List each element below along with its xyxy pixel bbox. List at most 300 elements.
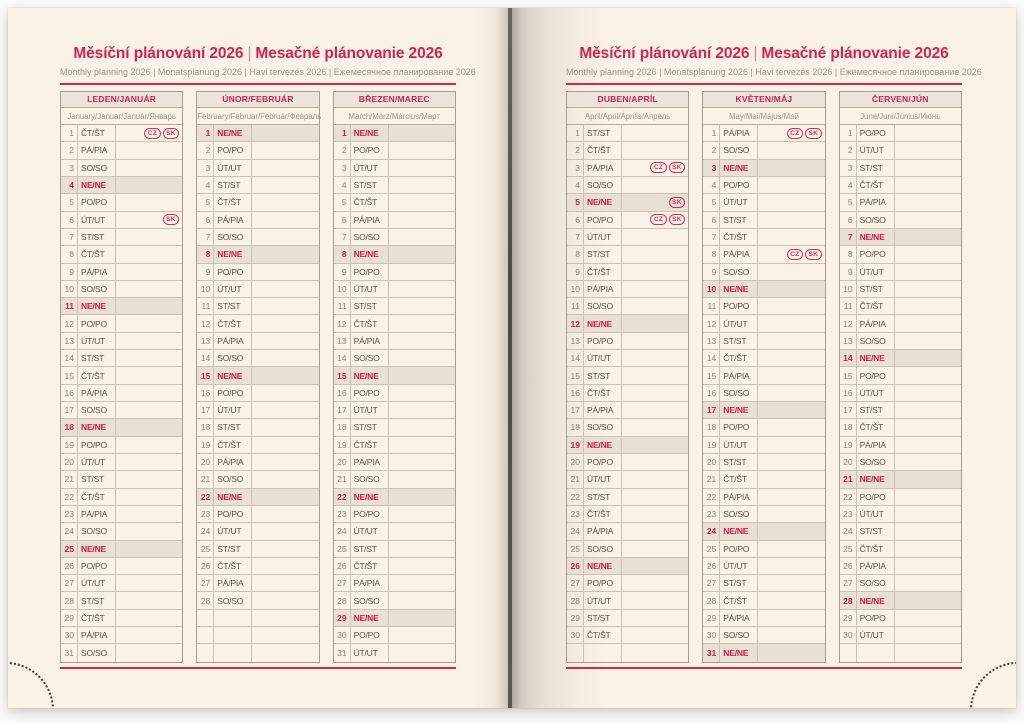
notes-cell — [389, 315, 455, 331]
day-row — [334, 506, 455, 523]
day-row — [197, 281, 318, 298]
notes-cell — [895, 419, 961, 435]
perforation-corner-arc — [970, 662, 1016, 708]
notes-cell — [116, 541, 182, 557]
day-abbrev: PO/PO — [214, 506, 252, 522]
day-number: 26 — [334, 558, 351, 574]
day-abbrev: ČT/ŠT — [720, 350, 758, 366]
day-number: 22 — [61, 489, 78, 505]
day-row — [567, 212, 688, 229]
notes-cell — [622, 437, 688, 453]
day-abbrev: ÚT/UT — [351, 523, 389, 539]
day-number: 11 — [197, 298, 214, 314]
day-abbrev: ČT/ŠT — [78, 125, 116, 141]
notes-cell — [758, 419, 824, 435]
day-abbrev: ČT/ŠT — [857, 177, 895, 193]
notes-cell — [758, 523, 824, 539]
day-number: 6 — [567, 212, 584, 228]
notes-cell — [116, 194, 182, 210]
notes-cell — [758, 610, 824, 626]
page-title — [566, 45, 962, 63]
day-abbrev: PÁ/PIA — [78, 506, 116, 522]
day-row — [334, 315, 455, 332]
day-number: 17 — [703, 402, 720, 418]
day-number: 28 — [334, 592, 351, 608]
day-row — [334, 212, 455, 229]
month-name: KVĚTEN/MÁJ — [703, 92, 824, 108]
notes-cell — [895, 454, 961, 470]
day-row — [334, 367, 455, 384]
notes-cell — [895, 281, 961, 297]
accent-rule-top — [566, 83, 962, 85]
day-number: 18 — [334, 419, 351, 435]
day-row — [703, 281, 824, 298]
empty-number-cell — [197, 644, 214, 661]
day-row — [840, 385, 961, 402]
day-abbrev: ST/ST — [351, 419, 389, 435]
day-number: 2 — [703, 142, 720, 158]
day-number: 25 — [197, 541, 214, 557]
notes-cell — [895, 212, 961, 228]
day-row — [334, 194, 455, 211]
day-row — [567, 523, 688, 540]
notes-cell — [116, 315, 182, 331]
day-abbrev: ČT/ŠT — [720, 229, 758, 245]
day-number: 29 — [567, 610, 584, 626]
day-row — [334, 437, 455, 454]
day-abbrev: ST/ST — [720, 333, 758, 349]
day-abbrev: ÚT/UT — [857, 627, 895, 643]
empty-day-cell — [584, 644, 622, 661]
day-abbrev: PO/PO — [584, 212, 622, 228]
notes-cell — [758, 402, 824, 418]
day-number: 9 — [567, 264, 584, 280]
day-abbrev: NE/NE — [78, 541, 116, 557]
day-abbrev: SO/SO — [584, 541, 622, 557]
day-abbrev: SO/SO — [720, 142, 758, 158]
day-number: 21 — [567, 471, 584, 487]
day-abbrev: ČT/ŠT — [351, 437, 389, 453]
day-number: 7 — [703, 229, 720, 245]
day-abbrev: SO/SO — [857, 212, 895, 228]
day-number: 13 — [334, 333, 351, 349]
day-row — [61, 541, 182, 558]
notes-cell — [116, 298, 182, 314]
day-abbrev: PO/PO — [857, 610, 895, 626]
day-row — [567, 558, 688, 575]
day-row — [197, 385, 318, 402]
day-number: 21 — [197, 471, 214, 487]
notes-cell — [895, 160, 961, 176]
notes-cell — [758, 315, 824, 331]
day-row — [334, 281, 455, 298]
page-subtitle: Monthly planning 2026 | Monatsplanung 2026 | Havi tervezés 2026 | Ежемесячное планирование 2026 — [566, 67, 982, 77]
notes-cell — [622, 142, 688, 158]
day-abbrev: PO/PO — [78, 437, 116, 453]
day-row — [840, 160, 961, 177]
day-row — [840, 315, 961, 332]
day-row — [61, 229, 182, 246]
day-number: 12 — [567, 315, 584, 331]
title-czech: Měsíční plánování 2026 — [579, 45, 750, 62]
day-number: 7 — [567, 229, 584, 245]
day-row — [334, 350, 455, 367]
day-abbrev: ST/ST — [857, 402, 895, 418]
day-abbrev: SO/SO — [78, 644, 116, 661]
day-abbrev: SO/SO — [857, 575, 895, 591]
day-abbrev: NE/NE — [351, 489, 389, 505]
day-number: 2 — [840, 142, 857, 158]
day-abbrev: NE/NE — [857, 350, 895, 366]
notes-cell — [895, 627, 961, 643]
day-row — [840, 229, 961, 246]
empty-notes-cell — [622, 644, 688, 661]
day-row — [197, 367, 318, 384]
day-abbrev: ST/ST — [78, 592, 116, 608]
day-abbrev: ČT/ŠT — [857, 419, 895, 435]
day-number: 15 — [567, 367, 584, 383]
day-number: 13 — [61, 333, 78, 349]
day-row — [567, 350, 688, 367]
notes-cell — [389, 558, 455, 574]
day-row — [567, 298, 688, 315]
holiday-badge-sk: SK — [669, 197, 686, 208]
day-abbrev: NE/NE — [214, 246, 252, 262]
day-abbrev: PO/PO — [214, 264, 252, 280]
day-abbrev: PO/PO — [857, 489, 895, 505]
day-abbrev: ČT/ŠT — [857, 298, 895, 314]
day-number: 27 — [840, 575, 857, 591]
day-number: 11 — [61, 298, 78, 314]
day-row — [61, 437, 182, 454]
notes-cell — [622, 523, 688, 539]
notes-cell — [622, 194, 688, 210]
day-row — [840, 506, 961, 523]
notes-cell — [758, 437, 824, 453]
day-number: 18 — [197, 419, 214, 435]
day-number: 25 — [840, 541, 857, 557]
day-abbrev: NE/NE — [584, 194, 622, 210]
day-number: 16 — [61, 385, 78, 401]
perforation-corner-arc — [8, 662, 54, 708]
month-table — [702, 91, 825, 663]
day-number: 17 — [197, 402, 214, 418]
day-abbrev: NE/NE — [857, 471, 895, 487]
day-abbrev: SO/SO — [214, 350, 252, 366]
notes-cell — [116, 506, 182, 522]
day-number: 8 — [567, 246, 584, 262]
day-abbrev: ST/ST — [584, 367, 622, 383]
day-abbrev: PÁ/PIA — [584, 402, 622, 418]
notes-cell — [252, 523, 318, 539]
day-number: 24 — [703, 523, 720, 539]
day-abbrev: ST/ST — [214, 419, 252, 435]
day-row — [334, 419, 455, 436]
day-row — [567, 177, 688, 194]
day-abbrev: ÚT/UT — [214, 281, 252, 297]
day-row — [703, 523, 824, 540]
notes-cell — [622, 177, 688, 193]
day-row — [197, 177, 318, 194]
day-row — [567, 437, 688, 454]
day-number: 25 — [703, 541, 720, 557]
empty-number-cell — [567, 644, 584, 661]
day-row — [567, 419, 688, 436]
empty-row — [840, 644, 961, 661]
notes-cell — [895, 506, 961, 522]
day-abbrev: PÁ/PIA — [720, 125, 758, 141]
month-grid — [61, 125, 182, 662]
notes-cell — [758, 644, 824, 661]
day-row — [840, 419, 961, 436]
notes-cell — [116, 454, 182, 470]
page-content — [60, 8, 476, 669]
day-abbrev: ÚT/UT — [78, 454, 116, 470]
notes-cell — [758, 471, 824, 487]
day-row — [703, 437, 824, 454]
day-number: 1 — [567, 125, 584, 141]
day-row — [61, 194, 182, 211]
notes-cell — [895, 246, 961, 262]
day-abbrev: ČT/ŠT — [214, 558, 252, 574]
notes-cell — [252, 229, 318, 245]
day-number: 5 — [197, 194, 214, 210]
day-number: 12 — [840, 315, 857, 331]
notes-cell — [895, 194, 961, 210]
day-row — [197, 489, 318, 506]
day-number: 9 — [840, 264, 857, 280]
day-row — [703, 558, 824, 575]
notes-cell — [758, 264, 824, 280]
day-number: 24 — [567, 523, 584, 539]
notes-cell — [758, 194, 824, 210]
day-row — [197, 523, 318, 540]
day-abbrev: ÚT/UT — [584, 471, 622, 487]
day-number: 24 — [61, 523, 78, 539]
day-number: 13 — [567, 333, 584, 349]
day-abbrev: PÁ/PIA — [214, 454, 252, 470]
day-number: 26 — [703, 558, 720, 574]
notes-cell — [252, 592, 318, 608]
day-row — [567, 610, 688, 627]
day-abbrev: NE/NE — [720, 160, 758, 176]
day-abbrev: PÁ/PIA — [78, 627, 116, 643]
day-number: 23 — [61, 506, 78, 522]
day-number: 31 — [61, 644, 78, 661]
day-abbrev: PÁ/PIA — [857, 437, 895, 453]
empty-day-cell — [214, 644, 252, 661]
day-abbrev: NE/NE — [214, 489, 252, 505]
empty-notes-cell — [895, 644, 961, 661]
day-abbrev: NE/NE — [857, 229, 895, 245]
notes-cell — [116, 229, 182, 245]
notes-cell — [895, 575, 961, 591]
day-number: 29 — [840, 610, 857, 626]
empty-number-cell — [197, 627, 214, 643]
day-abbrev: ČT/ŠT — [78, 246, 116, 262]
notes-cell — [758, 177, 824, 193]
day-number: 8 — [840, 246, 857, 262]
notes-cell — [895, 177, 961, 193]
day-abbrev: ČT/ŠT — [78, 489, 116, 505]
day-number: 16 — [840, 385, 857, 401]
day-row — [61, 402, 182, 419]
day-abbrev: SO/SO — [78, 402, 116, 418]
day-abbrev: ÚT/UT — [78, 575, 116, 591]
day-number: 22 — [197, 489, 214, 505]
day-row — [840, 281, 961, 298]
notes-cell — [389, 246, 455, 262]
day-abbrev: NE/NE — [351, 610, 389, 626]
day-number: 15 — [334, 367, 351, 383]
day-number: 9 — [334, 264, 351, 280]
day-abbrev: PO/PO — [214, 385, 252, 401]
day-row — [567, 489, 688, 506]
day-number: 1 — [703, 125, 720, 141]
day-abbrev: ÚT/UT — [720, 194, 758, 210]
notes-cell — [116, 350, 182, 366]
notes-cell — [389, 333, 455, 349]
day-abbrev: PÁ/PIA — [78, 385, 116, 401]
day-row — [567, 194, 688, 211]
notes-cell — [252, 160, 318, 176]
notes-cell — [252, 125, 318, 141]
title-slovak: Mesačné plánovanie 2026 — [761, 45, 949, 62]
day-row — [840, 558, 961, 575]
day-abbrev: ST/ST — [214, 298, 252, 314]
notes-cell — [252, 315, 318, 331]
day-abbrev: ST/ST — [720, 575, 758, 591]
notes-cell — [622, 454, 688, 470]
day-abbrev: PÁ/PIA — [214, 212, 252, 228]
day-number: 7 — [334, 229, 351, 245]
empty-day-cell — [857, 644, 895, 661]
day-number: 3 — [840, 160, 857, 176]
day-row — [840, 402, 961, 419]
day-abbrev: PO/PO — [78, 315, 116, 331]
day-abbrev: ČT/ŠT — [214, 437, 252, 453]
day-number: 17 — [61, 402, 78, 418]
day-row — [197, 402, 318, 419]
notes-cell — [758, 246, 824, 262]
day-number: 28 — [567, 592, 584, 608]
day-row — [703, 506, 824, 523]
day-abbrev: PO/PO — [351, 627, 389, 643]
day-abbrev: ČT/ŠT — [720, 471, 758, 487]
day-number: 17 — [567, 402, 584, 418]
day-row — [197, 437, 318, 454]
day-row — [703, 489, 824, 506]
day-row — [567, 627, 688, 644]
day-abbrev: ST/ST — [720, 454, 758, 470]
day-number: 1 — [61, 125, 78, 141]
day-number: 4 — [840, 177, 857, 193]
day-abbrev: ČT/ŠT — [720, 592, 758, 608]
notes-cell — [116, 142, 182, 158]
month-table — [196, 91, 322, 663]
day-number: 17 — [840, 402, 857, 418]
day-abbrev: SO/SO — [78, 160, 116, 176]
day-abbrev: SO/SO — [351, 350, 389, 366]
notes-cell — [116, 644, 182, 661]
day-row — [703, 610, 824, 627]
notes-cell — [758, 281, 824, 297]
day-number: 8 — [703, 246, 720, 262]
day-abbrev: SO/SO — [78, 523, 116, 539]
empty-day-cell — [214, 627, 252, 643]
day-row — [334, 298, 455, 315]
notes-cell — [895, 437, 961, 453]
day-number: 3 — [61, 160, 78, 176]
day-number: 15 — [61, 367, 78, 383]
day-number: 14 — [567, 350, 584, 366]
day-row — [703, 194, 824, 211]
day-row — [840, 194, 961, 211]
day-row — [61, 385, 182, 402]
notes-cell — [389, 592, 455, 608]
empty-notes-cell — [252, 627, 318, 643]
day-row — [840, 523, 961, 540]
day-abbrev: ST/ST — [857, 160, 895, 176]
day-number: 28 — [840, 592, 857, 608]
day-abbrev: PÁ/PIA — [78, 264, 116, 280]
day-abbrev: ÚT/UT — [857, 142, 895, 158]
day-abbrev: ČT/ŠT — [214, 194, 252, 210]
day-number: 7 — [61, 229, 78, 245]
day-abbrev: ST/ST — [720, 212, 758, 228]
day-number: 3 — [197, 160, 214, 176]
day-abbrev: ÚT/UT — [720, 558, 758, 574]
notes-cell — [895, 367, 961, 383]
day-abbrev: ČT/ŠT — [584, 506, 622, 522]
day-row — [61, 160, 182, 177]
day-number: 4 — [567, 177, 584, 193]
day-row — [61, 177, 182, 194]
notes-cell — [389, 644, 455, 661]
notes-cell — [895, 385, 961, 401]
day-row — [703, 142, 824, 159]
day-number: 16 — [703, 385, 720, 401]
day-number: 27 — [567, 575, 584, 591]
day-number: 12 — [197, 315, 214, 331]
day-row — [703, 315, 824, 332]
day-abbrev: SO/SO — [720, 627, 758, 643]
day-row — [61, 246, 182, 263]
planner-spread — [8, 8, 1016, 708]
day-number: 30 — [61, 627, 78, 643]
day-number: 1 — [197, 125, 214, 141]
page-right — [512, 8, 1016, 708]
notes-cell — [622, 160, 688, 176]
day-row — [197, 419, 318, 436]
day-abbrev: SO/SO — [720, 264, 758, 280]
day-number: 22 — [703, 489, 720, 505]
day-row — [567, 402, 688, 419]
notes-cell — [116, 177, 182, 193]
day-number: 13 — [840, 333, 857, 349]
day-row — [703, 575, 824, 592]
day-number: 3 — [567, 160, 584, 176]
day-number: 1 — [840, 125, 857, 141]
notes-cell — [116, 558, 182, 574]
notes-cell — [389, 610, 455, 626]
day-row — [567, 506, 688, 523]
notes-cell — [252, 142, 318, 158]
day-number: 16 — [197, 385, 214, 401]
day-abbrev: SO/SO — [857, 333, 895, 349]
notes-cell — [622, 506, 688, 522]
day-number: 26 — [840, 558, 857, 574]
